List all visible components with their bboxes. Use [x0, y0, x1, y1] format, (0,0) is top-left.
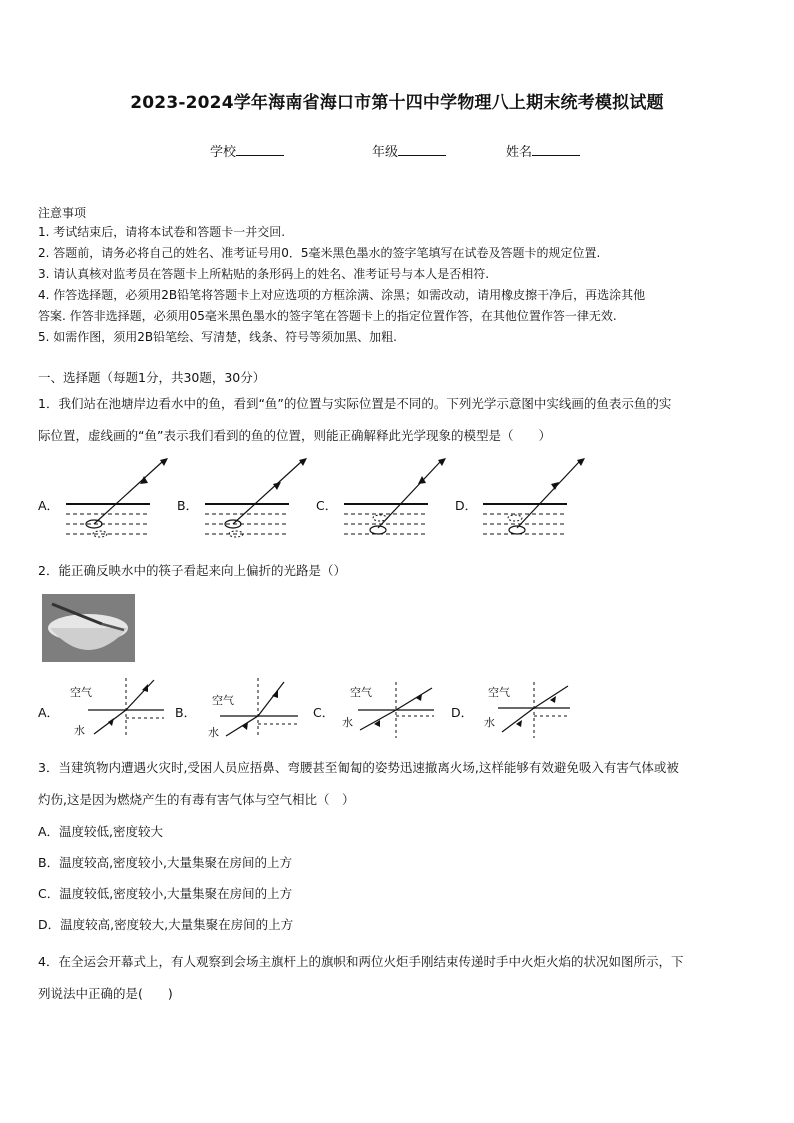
q2-text: 2．能正确反映水中的筷子看起来向上偏折的光路是（） — [38, 563, 346, 578]
notice-item: 答案. 作答非选择题，必须用05毫米黑色墨水的签字笔在答题卡上的指定位置作答，在其他位置作答一律无效. — [38, 309, 617, 323]
school-blank[interactable] — [236, 143, 284, 156]
q3-option-d[interactable]: D．温度较高,密度较大,大量集聚在房间的上方 — [38, 917, 294, 932]
notice-item: 4. 作答选择题，必须用2B铅笔将答题卡上对应选项的方框涂满、涂黑；如需改动，请用橡皮擦干净后，再选涂其他 — [38, 288, 646, 302]
q4-text-line1: 4．在全运会开幕式上，有人观察到会场主旗杆上的旗帜和两位火炬手刚结束传递时手中火炬火焰的状况如图所示，下 — [38, 954, 684, 969]
water-label: 水 — [342, 716, 353, 729]
school-label: 学校 — [210, 145, 237, 160]
q3-option-c[interactable]: C．温度较低,密度较小,大量集聚在房间的上方 — [38, 886, 293, 901]
water-label: 水 — [74, 724, 85, 737]
q1-option-c-label[interactable]: C． — [316, 498, 338, 513]
q2-option-b-label[interactable]: B． — [175, 705, 197, 720]
q3-text-line2: 灼伤,这是因为燃烧产生的有毒有害气体与空气相比（ ） — [38, 792, 355, 807]
q1-option-d-label[interactable]: D． — [455, 498, 478, 513]
q4-text-line2: 列说法中正确的是( ) — [38, 986, 173, 1001]
q1-option-a-label[interactable]: A． — [38, 498, 60, 513]
name-label: 姓名 — [506, 145, 533, 160]
air-label: 空气 — [488, 686, 510, 699]
water-label: 水 — [208, 726, 219, 739]
q2-diagram-b[interactable] — [202, 678, 312, 738]
grade-blank[interactable] — [398, 143, 446, 156]
grade-label: 年级 — [372, 145, 399, 160]
water-label: 水 — [484, 716, 495, 729]
q1-diagram-c[interactable] — [342, 458, 432, 548]
q1-option-b-label[interactable]: B． — [177, 498, 199, 513]
name-blank[interactable] — [532, 143, 580, 156]
chopstick-in-bowl-photo — [42, 594, 135, 662]
q1-diagram-b[interactable] — [203, 458, 293, 548]
q2-option-a-label[interactable]: A． — [38, 705, 60, 720]
q1-diagram-d[interactable] — [481, 458, 571, 548]
grade-field — [372, 141, 446, 160]
notice-item: 2. 答题前，请务必将自己的姓名、准考证号用0．5毫米黑色墨水的签字笔填写在试卷及答题卡的规定位置. — [38, 246, 601, 260]
q2-diagram-c[interactable] — [340, 678, 450, 738]
q1-diagram-a[interactable] — [64, 458, 154, 548]
q2-diagram-a[interactable] — [64, 678, 174, 738]
air-label: 空气 — [212, 694, 234, 707]
q2-diagram-d[interactable] — [478, 678, 588, 738]
q1-text-line2: 际位置，虚线画的“鱼”表示我们看到的鱼的位置，则能正确解释此光学现象的模型是（ ） — [38, 428, 551, 443]
notice-heading: 注意事项 — [38, 206, 87, 220]
q3-option-a[interactable]: A．温度较低,密度较大 — [38, 824, 164, 839]
school-field — [210, 141, 284, 160]
q3-option-b[interactable]: B．温度较高,密度较小,大量集聚在房间的上方 — [38, 855, 293, 870]
notice-item: 1. 考试结束后，请将本试卷和答题卡一并交回. — [38, 225, 286, 239]
air-label: 空气 — [350, 686, 372, 699]
q2-option-d-label[interactable]: D． — [451, 705, 474, 720]
q1-text-line1: 1．我们站在池塘岸边看水中的鱼，看到“鱼”的位置与实际位置是不同的。下列光学示意图中实线画的鱼表示鱼的实 — [38, 396, 672, 411]
page-title: 2023-2024学年海南省海口市第十四中学物理八上期末统考模拟试题 — [130, 93, 664, 113]
air-label: 空气 — [70, 686, 92, 699]
section-heading: 一、选择题（每题1分，共30题，30分） — [38, 370, 266, 385]
q3-text-line1: 3．当建筑物内遭遇火灾时,受困人员应捂鼻、弯腰甚至匍匐的姿势迅速撤离火场,这样能够有效避免吸入有害气体或被 — [38, 760, 679, 775]
notice-item: 3. 请认真核对监考员在答题卡上所粘贴的条形码上的姓名、准考证号与本人是否相符. — [38, 267, 490, 281]
name-field — [506, 141, 580, 160]
notice-item: 5. 如需作图，须用2B铅笔绘、写清楚，线条、符号等须加黑、加粗. — [38, 330, 397, 344]
q2-option-c-label[interactable]: C． — [313, 705, 335, 720]
